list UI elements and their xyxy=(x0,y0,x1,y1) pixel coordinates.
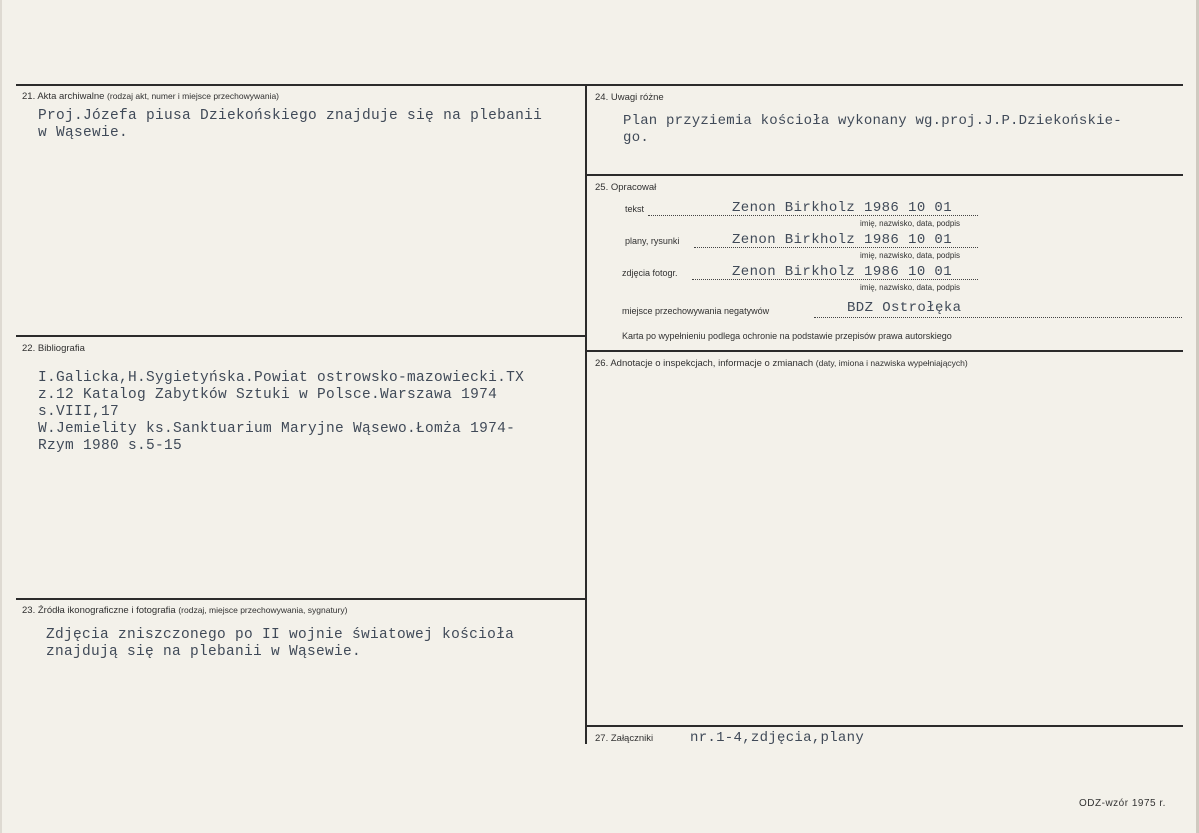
section-23-heading: 23. Źródła ikonograficzne i fotografia (rodzaj, miejsce przechowywania, sygnatury) xyxy=(22,605,348,616)
row-tekst-value: Zenon Birkholz 1986 10 01 xyxy=(732,200,953,216)
section-22-heading: 22. Bibliografia xyxy=(22,343,85,354)
section-23-line-1: Zdjęcia zniszczonego po II wojnie światowej kościoła xyxy=(46,627,515,643)
form-footer: ODZ-wzór 1975 r. xyxy=(1079,798,1166,809)
negatives-label: miejsce przechowywania negatywów xyxy=(622,306,770,316)
row-zdjecia-label: zdjęcia fotogr. xyxy=(622,268,678,278)
section-22-line-4: W.Jemielity ks.Sanktuarium Maryjne Wąsewo.Łomża 1974- xyxy=(38,421,516,437)
row-tekst-hint: imię, nazwisko, data, podpis xyxy=(860,219,961,228)
rule-22-23 xyxy=(16,598,585,600)
row-plany-label: plany, rysunki xyxy=(625,236,680,246)
protection-note: Karta po wypełnieniu podlega ochronie na podstawie przepisów prawa autorskiego xyxy=(622,331,952,341)
negatives-value: BDZ Ostrołęka xyxy=(847,300,962,316)
section-23-line-2: znajdują się na plebanii w Wąsewie. xyxy=(46,644,362,660)
row-zdjecia-hint: imię, nazwisko, data, podpis xyxy=(860,283,961,292)
section-26-heading: 26. Adnotacje o inspekcjach, informacje o zmianach (daty, imiona i nazwiska wypełniających) xyxy=(595,358,968,369)
rule-24-25 xyxy=(587,174,1183,176)
top-rule xyxy=(16,84,1183,86)
section-21-heading: 21. Akta archiwalne (rodzaj akt, numer i miejsce przechowywania) xyxy=(22,91,279,102)
section-27-value: nr.1-4,zdjęcia,plany xyxy=(690,730,865,746)
column-divider xyxy=(585,84,587,744)
row-zdjecia-value: Zenon Birkholz 1986 10 01 xyxy=(732,264,953,280)
section-22-line-1: I.Galicka,H.Sygietyńska.Powiat ostrowsko-mazowiecki.TX xyxy=(38,370,525,386)
section-22-line-5: Rzym 1980 s.5-15 xyxy=(38,438,183,454)
section-27-heading: 27. Załączniki xyxy=(595,733,654,744)
row-tekst-label: tekst xyxy=(625,204,645,214)
section-25-heading: 25. Opracował xyxy=(595,182,657,193)
section-22-line-3: s.VIII,17 xyxy=(38,404,120,420)
rule-25-26 xyxy=(587,350,1183,352)
section-22-line-2: z.12 Katalog Zabytków Sztuki w Polsce.Warszawa 1974 xyxy=(38,387,498,403)
section-21-line-2: w Wąsewie. xyxy=(38,125,129,141)
row-plany-hint: imię, nazwisko, data, podpis xyxy=(860,251,961,260)
negatives-dotline xyxy=(814,317,1182,318)
section-24-line-1: Plan przyziemia kościoła wykonany wg.proj.J.P.Dziekońskie- xyxy=(623,113,1122,129)
row-plany-value: Zenon Birkholz 1986 10 01 xyxy=(732,232,953,248)
rule-21-22 xyxy=(16,335,585,337)
rule-26-27 xyxy=(587,725,1183,727)
section-24-line-2: go. xyxy=(623,130,650,146)
section-21-line-1: Proj.Józefa piusa Dziekońskiego znajduje się na plebanii xyxy=(38,108,543,124)
section-24-heading: 24. Uwagi różne xyxy=(595,92,664,103)
